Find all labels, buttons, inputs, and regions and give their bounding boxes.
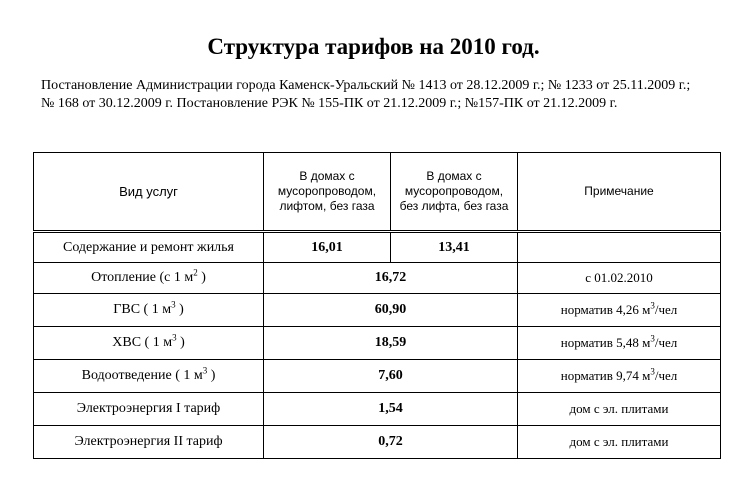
value-cell: 16,72 [264,263,518,294]
value-cell: 0,72 [264,426,518,459]
header-service: Вид услуг [34,153,264,232]
table-row [34,360,721,393]
note-cell [518,232,721,263]
page-title: Структура тарифов на 2010 год. [207,34,540,59]
service-cell: Электроэнергия I тариф [34,393,264,426]
service-cell: Электроэнергия II тариф [34,426,264,459]
table-row [34,327,721,360]
service-cell: ХВС ( 1 $м^3$ ) [34,327,264,360]
table-row [34,232,721,263]
value-cell: 60,90 [264,294,518,327]
table-row [34,393,721,426]
value-cell: 18,59 [264,327,518,360]
service-cell: Отопление (с 1 $м^2$ ) [34,263,264,294]
value-cell: 1,54 [264,393,518,426]
header-note: Примечание [518,153,721,232]
value-cell: 7,60 [264,360,518,393]
table-row [34,426,721,459]
table-row [34,263,721,294]
table-row [34,294,721,327]
value-with-lift: 16,01 [264,232,391,263]
tariff-table [33,152,721,459]
header-no-lift: В домах с мусоропроводом, без лифта, без газа [391,153,518,232]
value-no-lift: 13,41 [391,232,518,263]
header-with-lift: В домах с мусоропроводом, лифтом, без газа [264,153,391,232]
note-cell: дом с эл. плитами [518,393,721,426]
table-header-row [34,153,721,232]
service-cell: Водоотведение ( 1 $м^3$ ) [34,360,264,393]
note-cell: с 01.02.2010 [518,263,721,294]
service-cell: Содержание и ремонт жилья [34,232,264,263]
note-cell: норматив 9,74 $м^3$/чел [518,360,721,393]
service-cell: ГВС ( 1 $м^3$ ) [34,294,264,327]
regulation-references: Постановление Администрации города Каменск-Уральский № 1413 от 28.12.2009 г.; № 1233 от 25.11.2009 г.; № 168 от 30.12.2009 г. Постановление РЭК № 155-ПК от 21.12.2009 г.; №157-ПК от 21.12.2009 г. [41,78,691,111]
note-cell: дом с эл. плитами [518,426,721,459]
note-cell: норматив 4,26 $м^3$/чел [518,294,721,327]
note-cell: норматив 5,48 $м^3$/чел [518,327,721,360]
